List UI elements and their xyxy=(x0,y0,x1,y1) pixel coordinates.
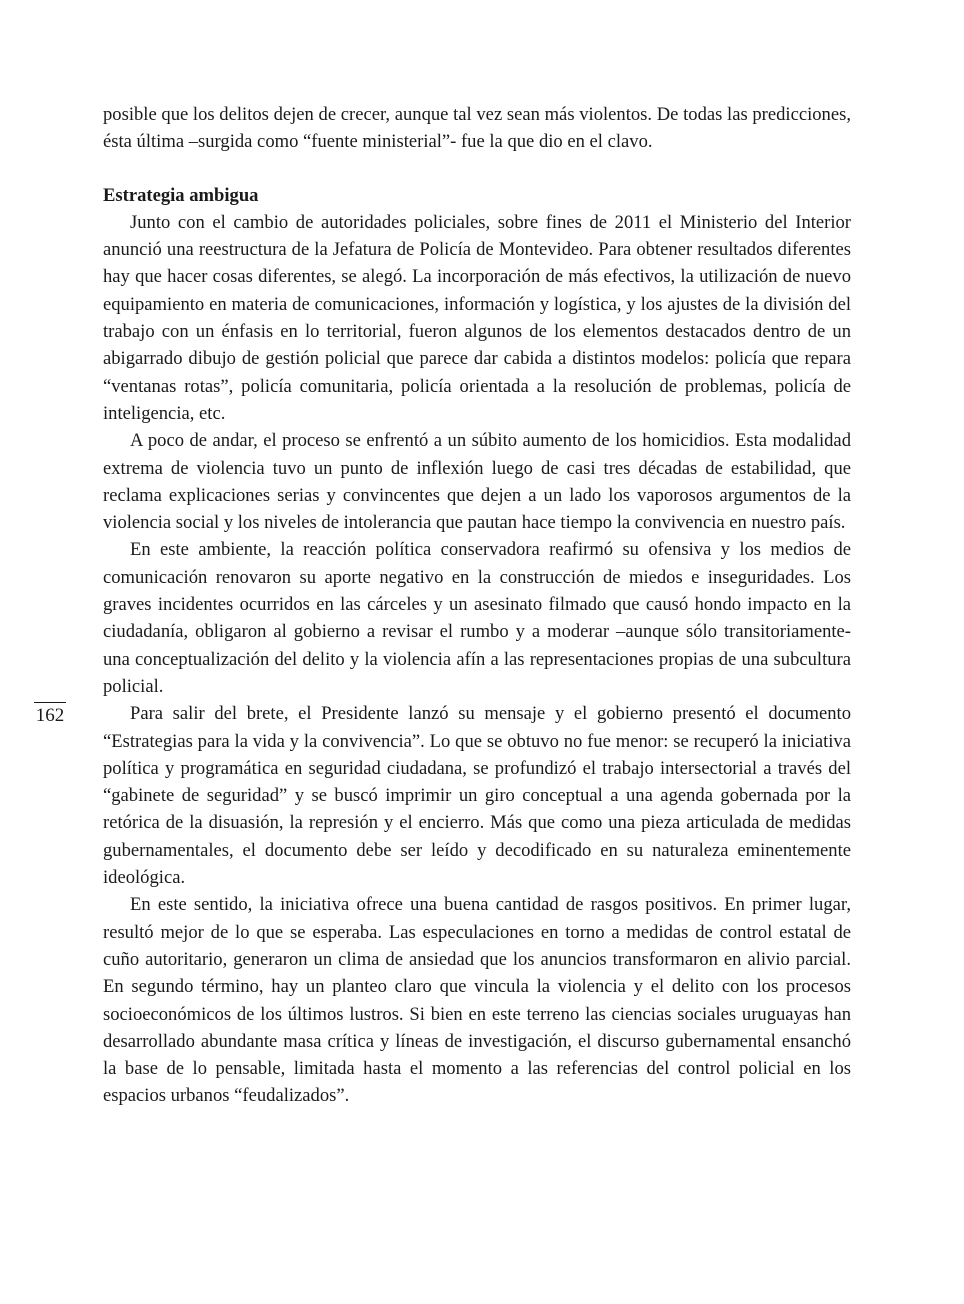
body-text xyxy=(103,101,851,1110)
paragraph: En este sentido, la iniciativa ofrece una buena cantidad de rasgos positivos. En primer lugar, resultó mejor de lo que se esperaba. Las especulaciones en torno a medidas de control estatal de cuño autoritario, generaron un clima de ansiedad que los anuncios transformaron en alivio parcial. En segundo término, hay un planteo claro que vincula la violencia y el delito con los procesos socioeconómicos de los últimos lustros. Si bien en este terreno las ciencias sociales uruguayas han desarrollado abundante masa crítica y líneas de investigación, el discurso gubernamental ensanchó la base de lo pensable, limitada hasta el momento a las referencias del control policial en los espacios urbanos “feudalizados”. xyxy=(103,894,851,1107)
paragraph: A poco de andar, el proceso se enfrentó a un súbito aumento de los homicidios. Esta modalidad extrema de violencia tuvo un punto de inflexión luego de casi tres décadas de estabilidad, que reclama explicaciones serias y convincentes que dejen a un lado los vaporosos argumentos de la violencia social y los niveles de intolerancia que pautan hace tiempo la convivencia en nuestro país. xyxy=(103,430,851,534)
paragraph-continued: posible que los delitos dejen de crecer, aunque tal vez sean más violentos. De todas las predicciones, ésta última –surgida como “fuente ministerial”- fue la que dio en el clavo. xyxy=(103,104,851,153)
page-number-rule xyxy=(34,702,66,703)
paragraph: Para salir del brete, el Presidente lanzó su mensaje y el gobierno presentó el documento “Estrategias para la vida y la convivencia”. Lo que se obtuvo no fue menor: se recuperó la iniciativa política y programática en seguridad ciudadana, se profundizó el trabajo intersectorial a través del “gabinete de seguridad” y se buscó imprimir un giro conceptual a una agenda gobernada por la retórica de la disuasión, la represión y el encierro. Más que como una pieza articulada de medidas gubernamentales, el documento debe ser leído y decodificado en su naturaleza eminentemente ideológica. xyxy=(103,703,851,889)
paragraph: Junto con el cambio de autoridades policiales, sobre fines de 2011 el Ministerio del Interior anunció una reestructura de la Jefatura de Policía de Montevideo. Para obtener resultados diferentes hay que hacer cosas diferentes, se alegó. La incorporación de más efectivos, la utilización de nuevo equipamiento en materia de comunicaciones, información y logística, y los ajustes de la división del trabajo con un énfasis en lo territorial, fueron algunos de los elementos destacados dentro de un abigarrado dibujo de gestión policial que parece dar cabida a distintos modelos: policía que repara “ventanas rotas”, policía comunitaria, policía orientada a la resolución de problemas, policía de inteligencia, etc. xyxy=(103,211,851,424)
section-heading: Estrategia ambigua xyxy=(103,184,259,206)
page-number: 162 xyxy=(35,705,65,726)
paragraph: En este ambiente, la reacción política conservadora reafirmó su ofensiva y los medios de comunicación renovaron su aporte negativo en la construcción de miedos e inseguridades. Los graves incidentes ocurridos en las cárceles y un asesinato filmado que causó hondo impacto en la ciudadanía, obligaron al gobierno a revisar el rumbo y a moderar –aunque sólo transitoriamente- una conceptualización del delito y la violencia afín a las representaciones propias de una subcultura policial. xyxy=(103,539,851,697)
